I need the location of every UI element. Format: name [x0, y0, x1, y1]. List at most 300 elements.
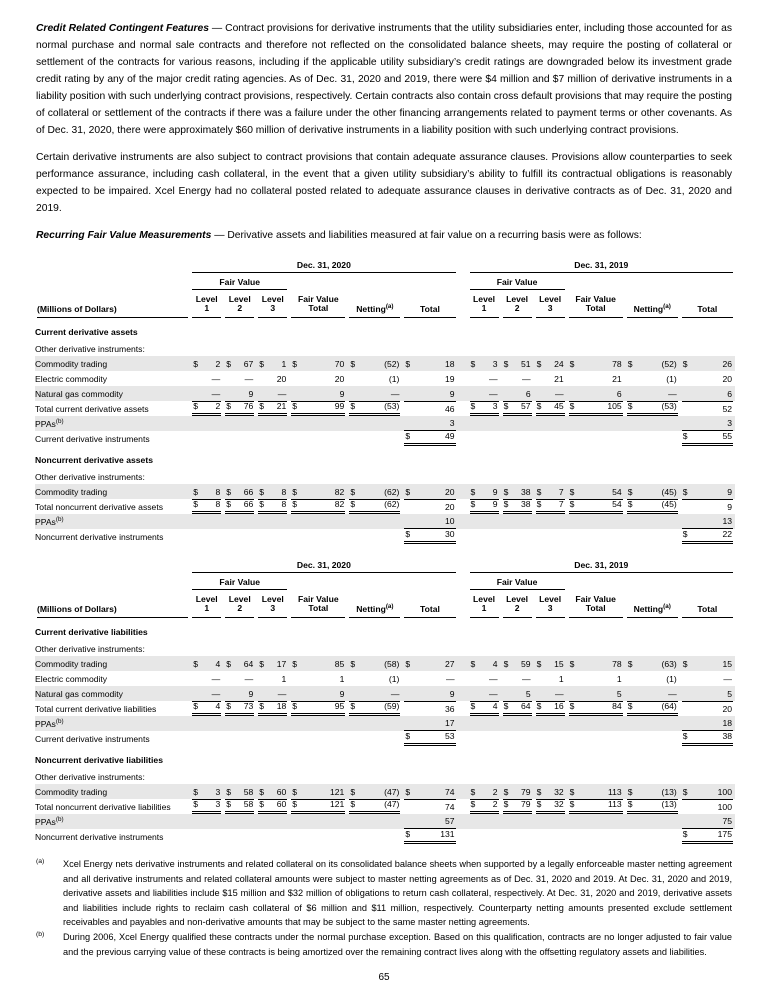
value-cell — [501, 356, 534, 371]
value-cell — [223, 371, 256, 386]
cell-value: (53) — [661, 401, 677, 411]
dollar-sign: $ — [627, 799, 633, 809]
column-header: Level 2 — [223, 290, 256, 318]
dollar-sign: $ — [226, 359, 231, 369]
value-cell — [223, 656, 256, 671]
cell-value: 20 — [722, 374, 732, 384]
column-header: Total — [402, 290, 457, 318]
cell-value: 18 — [444, 359, 455, 369]
dollar-sign: $ — [405, 431, 411, 441]
cell-value: 82 — [334, 487, 345, 497]
value-cell — [256, 829, 289, 844]
value-cell — [190, 716, 223, 731]
value-cell — [680, 731, 735, 746]
dollar-sign: $ — [627, 787, 633, 797]
value-cell — [468, 731, 501, 746]
value-cell — [534, 656, 567, 671]
cell-value: 74 — [444, 787, 455, 797]
row-label: Other derivative instruments: — [35, 644, 145, 654]
table-row — [35, 799, 735, 814]
cell-value: 64 — [243, 659, 254, 669]
column-header: Total — [680, 590, 735, 618]
value-cell — [680, 656, 735, 671]
cell-value: 58 — [243, 799, 254, 809]
table-row — [35, 701, 735, 716]
dollar-sign: $ — [627, 499, 633, 509]
value-cell — [347, 401, 402, 416]
value-cell — [256, 671, 289, 686]
value-cell — [289, 371, 347, 386]
value-cell — [347, 829, 402, 844]
cell-value: 82 — [334, 499, 345, 509]
dollar-sign: $ — [536, 359, 542, 369]
value-cell — [680, 514, 735, 529]
dollar-sign: $ — [470, 659, 476, 669]
cell-value: — — [555, 689, 564, 699]
value-cell — [256, 529, 289, 544]
column-header: Level 1 — [190, 590, 223, 618]
value-cell — [190, 371, 223, 386]
value-cell — [256, 656, 289, 671]
value-cell — [625, 731, 680, 746]
cell-value: 15 — [554, 659, 564, 669]
table-row — [35, 731, 735, 746]
value-cell — [625, 416, 680, 431]
value-cell — [468, 416, 501, 431]
value-cell — [256, 686, 289, 701]
value-cell — [289, 431, 347, 446]
cell-value: (58) — [384, 659, 400, 669]
column-header: Fair Value Total — [567, 590, 625, 618]
value-cell — [625, 484, 680, 499]
cell-value: 9 — [339, 389, 345, 399]
value-cell — [256, 356, 289, 371]
value-cell — [190, 499, 223, 514]
cell-value: (64) — [661, 701, 677, 711]
cell-value: 54 — [612, 487, 622, 497]
row-label: PPAs$^{(b)}$ — [35, 716, 190, 731]
row-label: Electric commodity — [35, 374, 108, 384]
cell-value: 7 — [558, 499, 564, 509]
cell-value: 73 — [243, 701, 254, 711]
value-cell — [534, 499, 567, 514]
cell-value: 17 — [444, 718, 455, 728]
value-cell — [402, 371, 457, 386]
value-cell — [256, 701, 289, 716]
dollar-sign: $ — [292, 359, 298, 369]
group-header: Dec. 31, 2019 — [468, 556, 735, 573]
value-cell — [468, 701, 501, 716]
cell-value: — — [277, 389, 287, 399]
table-row — [35, 484, 735, 499]
value-cell — [680, 671, 735, 686]
value-cell — [534, 514, 567, 529]
cell-value: 60 — [276, 799, 287, 809]
cell-value: 20 — [276, 374, 287, 384]
value-cell — [289, 529, 347, 544]
dollar-sign: $ — [503, 799, 509, 809]
cell-value: — — [555, 389, 564, 399]
cell-value: 74 — [444, 802, 455, 812]
dollar-sign: $ — [193, 701, 198, 711]
paragraph-lead: Credit Related Contingent Features — [36, 23, 209, 34]
value-cell — [223, 701, 256, 716]
dollar-sign: $ — [193, 487, 198, 497]
value-cell — [625, 701, 680, 716]
table-row — [35, 446, 735, 467]
cell-value: 85 — [334, 659, 345, 669]
dollar-sign: $ — [682, 431, 688, 441]
value-cell — [402, 731, 457, 746]
cell-value: (62) — [384, 499, 400, 509]
cell-value: (63) — [661, 659, 677, 669]
value-cell — [347, 416, 402, 431]
value-cell — [347, 716, 402, 731]
value-cell — [468, 671, 501, 686]
group-header: Dec. 31, 2020 — [190, 556, 457, 573]
row-label: Noncurrent derivative instruments — [35, 832, 164, 842]
table-row — [35, 416, 735, 431]
cell-value: — — [244, 374, 254, 384]
column-header: Fair Value Total — [289, 590, 347, 618]
value-cell — [567, 671, 625, 686]
value-cell — [567, 686, 625, 701]
value-cell — [190, 529, 223, 544]
cell-value: 49 — [444, 431, 455, 441]
dollar-sign: $ — [405, 529, 411, 539]
dollar-sign: $ — [226, 499, 231, 509]
dollar-sign: $ — [536, 787, 542, 797]
cell-value: 2 — [215, 359, 221, 369]
cell-value: (53) — [384, 401, 400, 411]
cell-value: 20 — [722, 704, 732, 714]
row-label: Other derivative instruments: — [35, 472, 145, 482]
table-row — [35, 371, 735, 386]
value-cell — [468, 784, 501, 799]
value-cell — [625, 656, 680, 671]
value-cell — [256, 731, 289, 746]
value-cell — [567, 656, 625, 671]
dollar-sign: $ — [682, 529, 688, 539]
value-cell — [289, 514, 347, 529]
value-cell — [625, 356, 680, 371]
cell-value: 4 — [492, 659, 498, 669]
column-header: Level 2 — [223, 590, 256, 618]
cell-value: (47) — [384, 787, 400, 797]
value-cell — [223, 484, 256, 499]
cell-value: 1 — [339, 674, 345, 684]
dollar-sign: $ — [259, 401, 265, 411]
cell-value: 3 — [727, 418, 732, 428]
footnote-a — [36, 857, 732, 930]
row-label: Current derivative liabilities — [35, 627, 148, 637]
dollar-sign: $ — [292, 487, 298, 497]
cell-value: 78 — [612, 659, 622, 669]
fair-value-header: Fair Value — [468, 273, 567, 290]
paragraph-text: — Derivative assets and liabilities measured at fair value on a recurring basis were as follows: — [214, 230, 642, 241]
value-cell — [223, 829, 256, 844]
value-cell — [256, 799, 289, 814]
dollar-sign: $ — [350, 499, 356, 509]
dollar-sign: $ — [259, 487, 265, 497]
value-cell — [190, 731, 223, 746]
dollar-sign: $ — [350, 359, 356, 369]
fair-value-header: Fair Value — [190, 573, 289, 590]
value-cell — [680, 784, 735, 799]
value-cell — [501, 799, 534, 814]
value-cell — [501, 814, 534, 829]
value-cell — [289, 829, 347, 844]
dollar-sign: $ — [470, 799, 476, 809]
cell-value: 59 — [521, 659, 531, 669]
value-cell — [289, 656, 347, 671]
cell-value: 2 — [492, 787, 498, 797]
value-cell — [625, 386, 680, 401]
value-cell — [680, 529, 735, 544]
cell-value: 20 — [334, 374, 345, 384]
table-row — [35, 431, 735, 446]
value-cell — [190, 799, 223, 814]
table-header — [35, 256, 735, 318]
cell-value: 131 — [440, 829, 455, 839]
value-cell — [567, 401, 625, 416]
value-cell — [680, 829, 735, 844]
cell-value: 7 — [558, 487, 564, 497]
value-cell — [256, 371, 289, 386]
dollar-sign: $ — [503, 659, 509, 669]
value-cell — [289, 686, 347, 701]
value-cell — [534, 799, 567, 814]
column-header: Level 3 — [534, 590, 567, 618]
value-cell — [402, 686, 457, 701]
dollar-sign: $ — [536, 701, 542, 711]
column-header: Netting$^{(a)}$ — [625, 590, 680, 618]
value-cell — [402, 431, 457, 446]
dollar-sign: $ — [536, 659, 542, 669]
cell-value: 9 — [248, 389, 254, 399]
cell-value: 4 — [492, 701, 498, 711]
column-header: Level 2 — [501, 590, 534, 618]
cell-value: 95 — [334, 701, 345, 711]
value-cell — [468, 656, 501, 671]
cell-value: 57 — [444, 816, 455, 826]
cell-value: 66 — [243, 487, 254, 497]
value-cell — [567, 431, 625, 446]
value-cell — [223, 716, 256, 731]
value-cell — [402, 784, 457, 799]
value-cell — [567, 716, 625, 731]
cell-value: 38 — [722, 731, 732, 741]
value-cell — [256, 416, 289, 431]
value-cell — [468, 514, 501, 529]
cell-value: — — [277, 689, 287, 699]
dollar-sign: $ — [259, 799, 265, 809]
value-cell — [534, 356, 567, 371]
dollar-sign: $ — [292, 787, 298, 797]
cell-value: 5 — [727, 689, 732, 699]
dollar-sign: $ — [292, 499, 298, 509]
value-cell — [567, 484, 625, 499]
cell-value: — — [244, 674, 254, 684]
value-cell — [347, 686, 402, 701]
value-cell — [190, 701, 223, 716]
cell-value: — — [522, 674, 531, 684]
footnote-marker: (a) — [36, 858, 45, 865]
value-cell — [680, 484, 735, 499]
cell-value: 78 — [612, 359, 622, 369]
cell-value: — — [488, 674, 498, 684]
value-cell — [256, 386, 289, 401]
value-cell — [256, 716, 289, 731]
value-cell — [501, 386, 534, 401]
value-cell — [468, 484, 501, 499]
cell-value: (1) — [388, 674, 400, 684]
cell-value: 55 — [722, 431, 732, 441]
value-cell — [625, 431, 680, 446]
value-cell — [567, 799, 625, 814]
cell-value: — — [668, 389, 677, 399]
row-label: Natural gas commodity — [35, 386, 190, 401]
value-cell — [402, 416, 457, 431]
value-cell — [567, 499, 625, 514]
dollar-sign: $ — [470, 401, 476, 411]
dollar-sign: $ — [259, 701, 265, 711]
dollar-sign: $ — [569, 701, 575, 711]
value-cell — [534, 371, 567, 386]
row-label: Electric commodity — [35, 674, 108, 684]
cell-value: 24 — [554, 359, 564, 369]
value-cell — [347, 701, 402, 716]
cell-value: 9 — [727, 487, 732, 497]
cell-value: 70 — [334, 359, 345, 369]
value-cell — [190, 656, 223, 671]
cell-value: (52) — [384, 359, 400, 369]
dollar-sign: $ — [405, 829, 411, 839]
table-row — [35, 639, 735, 656]
value-cell — [501, 371, 534, 386]
value-cell — [289, 701, 347, 716]
value-cell — [468, 814, 501, 829]
dollar-sign: $ — [350, 487, 356, 497]
cell-value: 27 — [444, 659, 455, 669]
cell-value: 30 — [444, 529, 455, 539]
cell-value: (13) — [661, 799, 677, 809]
value-cell — [625, 716, 680, 731]
cell-value: 3 — [215, 787, 221, 797]
paragraph-recurring-fair-value — [36, 227, 732, 244]
paragraph-lead: Recurring Fair Value Measurements — [36, 230, 212, 241]
value-cell — [223, 686, 256, 701]
value-cell — [289, 484, 347, 499]
label-column-header: (Millions of Dollars) — [35, 290, 190, 318]
value-cell — [289, 731, 347, 746]
value-cell — [190, 431, 223, 446]
cell-value: 99 — [334, 401, 345, 411]
cell-value: 100 — [717, 787, 732, 797]
row-label: Current derivative instruments — [35, 434, 150, 444]
row-label: Total current derivative liabilities — [35, 704, 157, 714]
column-header: Level 1 — [468, 290, 501, 318]
cell-value: 2 — [492, 799, 498, 809]
value-cell — [256, 499, 289, 514]
value-cell — [501, 499, 534, 514]
dollar-sign: $ — [405, 787, 411, 797]
table-row — [35, 814, 735, 829]
value-cell — [223, 784, 256, 799]
dollar-sign: $ — [405, 731, 411, 741]
dollar-sign: $ — [470, 787, 476, 797]
value-cell — [402, 484, 457, 499]
row-label: Commodity trading — [35, 484, 190, 499]
column-header: Level 3 — [256, 290, 289, 318]
cell-value: 4 — [215, 659, 221, 669]
value-cell — [534, 484, 567, 499]
column-header: Fair Value Total — [567, 290, 625, 318]
value-cell — [402, 386, 457, 401]
dollar-sign: $ — [470, 499, 476, 509]
value-cell — [534, 716, 567, 731]
dollar-sign: $ — [503, 499, 509, 509]
value-cell — [289, 356, 347, 371]
value-cell — [567, 784, 625, 799]
value-cell — [680, 499, 735, 514]
value-cell — [289, 671, 347, 686]
value-cell — [534, 701, 567, 716]
value-cell — [625, 829, 680, 844]
dollar-sign: $ — [682, 731, 688, 741]
value-cell — [468, 799, 501, 814]
column-header: Level 3 — [256, 590, 289, 618]
cell-value: 8 — [281, 499, 287, 509]
dollar-sign: $ — [627, 487, 633, 497]
value-cell — [347, 814, 402, 829]
cell-value: 54 — [612, 499, 622, 509]
cell-value: 175 — [717, 829, 732, 839]
cell-value: 6 — [616, 389, 622, 399]
dollar-sign: $ — [682, 787, 688, 797]
value-cell — [567, 416, 625, 431]
table-row — [35, 386, 735, 401]
dollar-sign: $ — [682, 659, 688, 669]
value-cell — [190, 814, 223, 829]
cell-value: — — [211, 389, 221, 399]
table-row — [35, 829, 735, 844]
cell-value: 3 — [492, 401, 498, 411]
value-cell — [289, 799, 347, 814]
row-label: Other derivative instruments: — [35, 772, 145, 782]
value-cell — [190, 484, 223, 499]
value-cell — [223, 499, 256, 514]
value-cell — [347, 529, 402, 544]
footnote-b — [36, 930, 732, 959]
cell-value: 66 — [243, 499, 254, 509]
value-cell — [190, 686, 223, 701]
table-row — [35, 356, 735, 371]
value-cell — [223, 416, 256, 431]
cell-value: — — [488, 374, 498, 384]
cell-value: — — [445, 674, 455, 684]
column-header: Total — [680, 290, 735, 318]
column-header: Netting$^{(a)}$ — [347, 590, 402, 618]
paragraph-text: Certain derivative instruments are also subject to contract provisions that contain adequate assurance clauses. Provisions allow counterparties to seek performance assurance, including cash collateral, in the event that a given utility subsidiary’s ability to fulfill its contractual obligations is reasonably expected to be impaired. Xcel Energy had no collateral posted related to adequate assurance clauses in derivative contracts as of Dec. 31, 2020 and 2019. — [36, 152, 732, 214]
dollar-sign: $ — [193, 787, 198, 797]
cell-value: 3 — [215, 799, 221, 809]
value-cell — [256, 401, 289, 416]
value-cell — [567, 356, 625, 371]
row-label: PPAs$^{(b)}$ — [35, 514, 190, 529]
row-label: Current derivative assets — [35, 327, 138, 337]
dollar-sign: $ — [569, 499, 575, 509]
